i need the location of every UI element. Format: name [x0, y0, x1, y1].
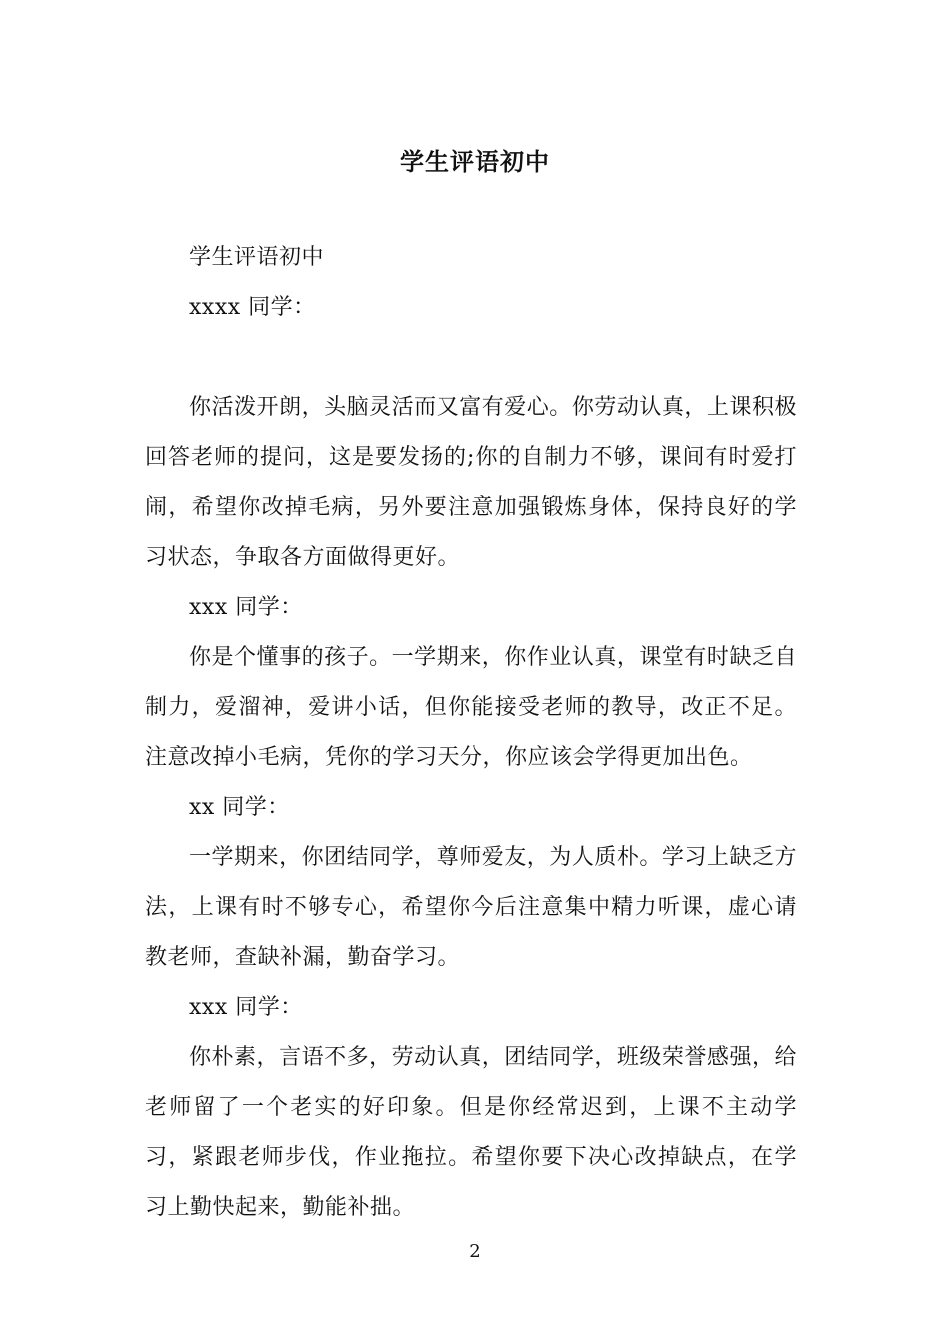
document-subtitle: 学生评语初中	[189, 245, 325, 270]
entry-paragraph: 一学期来，你团结同学，尊师爱友，为人质朴。学习上缺乏方法，上课有时不够专心，希望你今后注意集中精力听课，虚心请教老师，查缺补漏，勤奋学习。	[145, 845, 797, 970]
entry-paragraph: 你是个懂事的孩子。一学期来，你作业认真，课堂有时缺乏自制力，爱溜神，爱讲小话，但你能接受老师的教导，改正不足。注意改掉小毛病，凭你的学习天分，你应该会学得更加出色。	[145, 645, 797, 770]
page-number: 2	[469, 1241, 481, 1262]
blank-line	[145, 333, 797, 383]
entry-salutation: xx 同学：	[189, 795, 290, 820]
entry-salutation: xxx 同学：	[189, 595, 303, 620]
entry-salutation: xxxx 同学：	[189, 295, 316, 320]
entry-salutation: xxx 同学：	[189, 995, 303, 1020]
document-title: 学生评语初中	[400, 148, 550, 176]
entry-paragraph: 你活泼开朗，头脑灵活而又富有爱心。你劳动认真，上课积极回答老师的提问，这是要发扬的;你的自制力不够，课间有时爱打闹，希望你改掉毛病，另外要注意加强锻炼身体，保持良好的学习状态，争取各方面做得更好。	[145, 395, 797, 570]
entry-paragraph: 你朴素，言语不多，劳动认真，团结同学，班级荣誉感强，给老师留了一个老实的好印象。但是你经常迟到，上课不主动学习，紧跟老师步伐，作业拖拉。希望你要下决心改掉缺点，在学习上勤快起来，勤能补拙。	[145, 1045, 797, 1220]
document-body	[145, 233, 797, 1233]
